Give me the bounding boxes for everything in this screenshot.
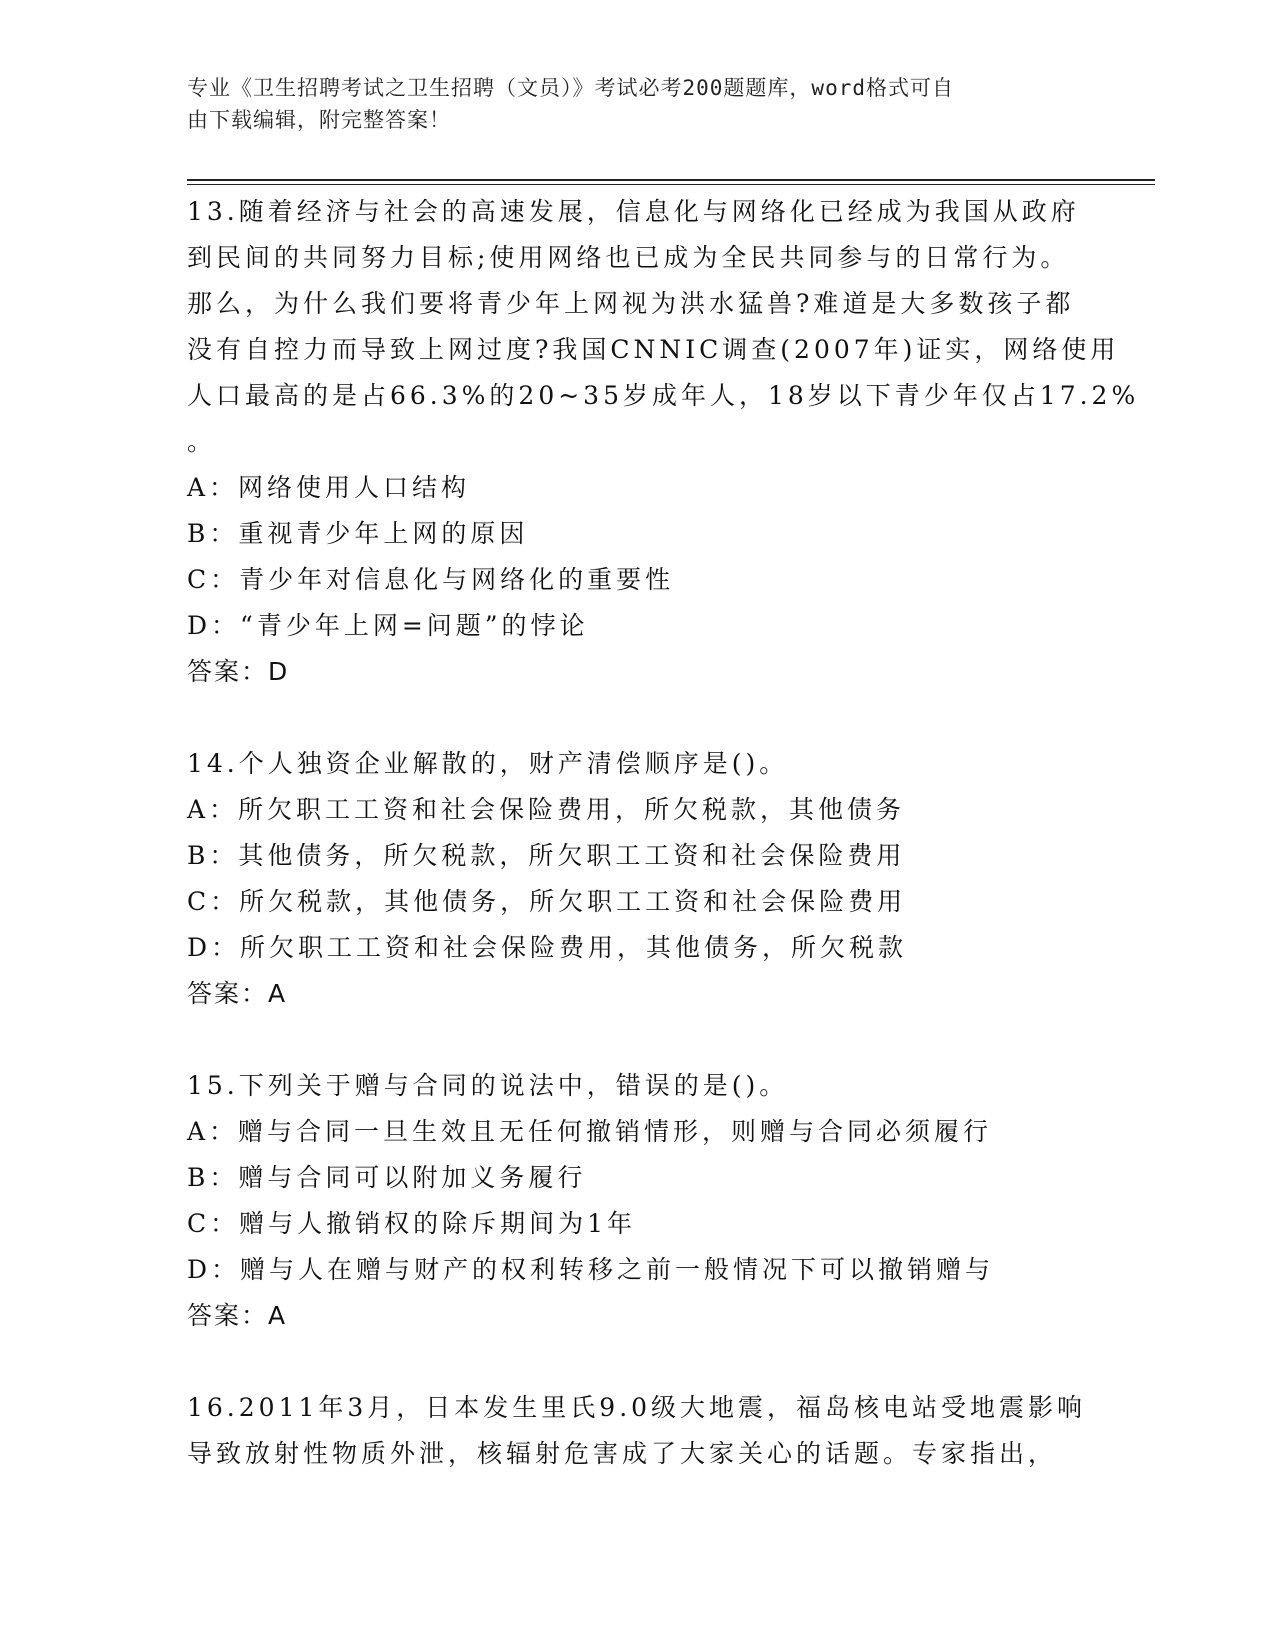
question-stem: 16.2011年3月，日本发生里氏9.0级大地震，福岛核电站受地震影响 — [187, 1393, 1087, 1422]
option-c: C：赠与人撤销权的除斥期间为1年 — [187, 1209, 637, 1238]
question-stem: 。 — [187, 427, 217, 456]
option-b: B：其他债务，所欠税款，所欠职工工资和社会保险费用 — [187, 841, 906, 870]
question-stem: 那么，为什么我们要将青少年上网视为洪水猛兽?难道是大多数孩子都 — [187, 289, 1075, 318]
spacer — [187, 1017, 1087, 1063]
header-divider — [187, 179, 1155, 181]
question-stem: 人口最高的是占66.3%的20~35岁成年人，18岁以下青少年仅占17.2% — [187, 381, 1140, 410]
answer-line: 答案：D — [187, 657, 290, 686]
question-stem: 14.个人独资企业解散的，财产清偿顺序是()。 — [187, 749, 789, 778]
header-divider — [187, 184, 1155, 185]
spacer — [187, 1339, 1087, 1385]
option-b: B：赠与合同可以附加义务履行 — [187, 1163, 587, 1192]
option-d: D：“青少年上网=问题”的悖论 — [187, 611, 589, 640]
header-line: 专业《卫生招聘考试之卫生招聘（文员）》考试必考200题题库，word格式可自 — [187, 76, 954, 100]
answer-line: 答案：A — [187, 979, 288, 1008]
question-16 — [187, 1385, 1087, 1477]
page-header — [187, 72, 1067, 136]
question-stem: 13.随着经济与社会的高速发展，信息化与网络化已经成为我国从政府 — [187, 197, 1080, 226]
header-line: 由下载编辑，附完整答案！ — [187, 108, 451, 132]
question-stem: 15.下列关于赠与合同的说法中，错误的是()。 — [187, 1071, 789, 1100]
question-stem: 没有自控力而导致上网过度?我国CNNIC调查(2007年)证实，网络使用 — [187, 335, 1120, 364]
option-d: D：赠与人在赠与财产的权利转移之前一般情况下可以撤销赠与 — [187, 1255, 995, 1284]
question-stem: 导致放射性物质外泄，核辐射危害成了大家关心的话题。专家指出， — [187, 1439, 1058, 1468]
question-list — [187, 189, 1140, 1477]
option-b: B：重视青少年上网的原因 — [187, 519, 529, 548]
option-a: A：赠与合同一旦生效且无任何撤销情形，则赠与合同必须履行 — [187, 1117, 993, 1146]
question-15 — [187, 1063, 1087, 1339]
option-c: C：青少年对信息化与网络化的重要性 — [187, 565, 675, 594]
option-d: D：所欠职工工资和社会保险费用，其他债务，所欠税款 — [187, 933, 908, 962]
spacer — [187, 695, 1087, 741]
question-13 — [187, 189, 1140, 695]
option-a: A：所欠职工工资和社会保险费用，所欠税款，其他债务 — [187, 795, 906, 824]
question-stem: 到民间的共同努力目标;使用网络也已成为全民共同参与的日常行为。 — [187, 243, 1070, 272]
question-14 — [187, 741, 1087, 1017]
answer-line: 答案：A — [187, 1301, 288, 1330]
option-c: C：所欠税款，其他债务，所欠职工工资和社会保险费用 — [187, 887, 907, 916]
option-a: A：网络使用人口结构 — [187, 473, 471, 502]
